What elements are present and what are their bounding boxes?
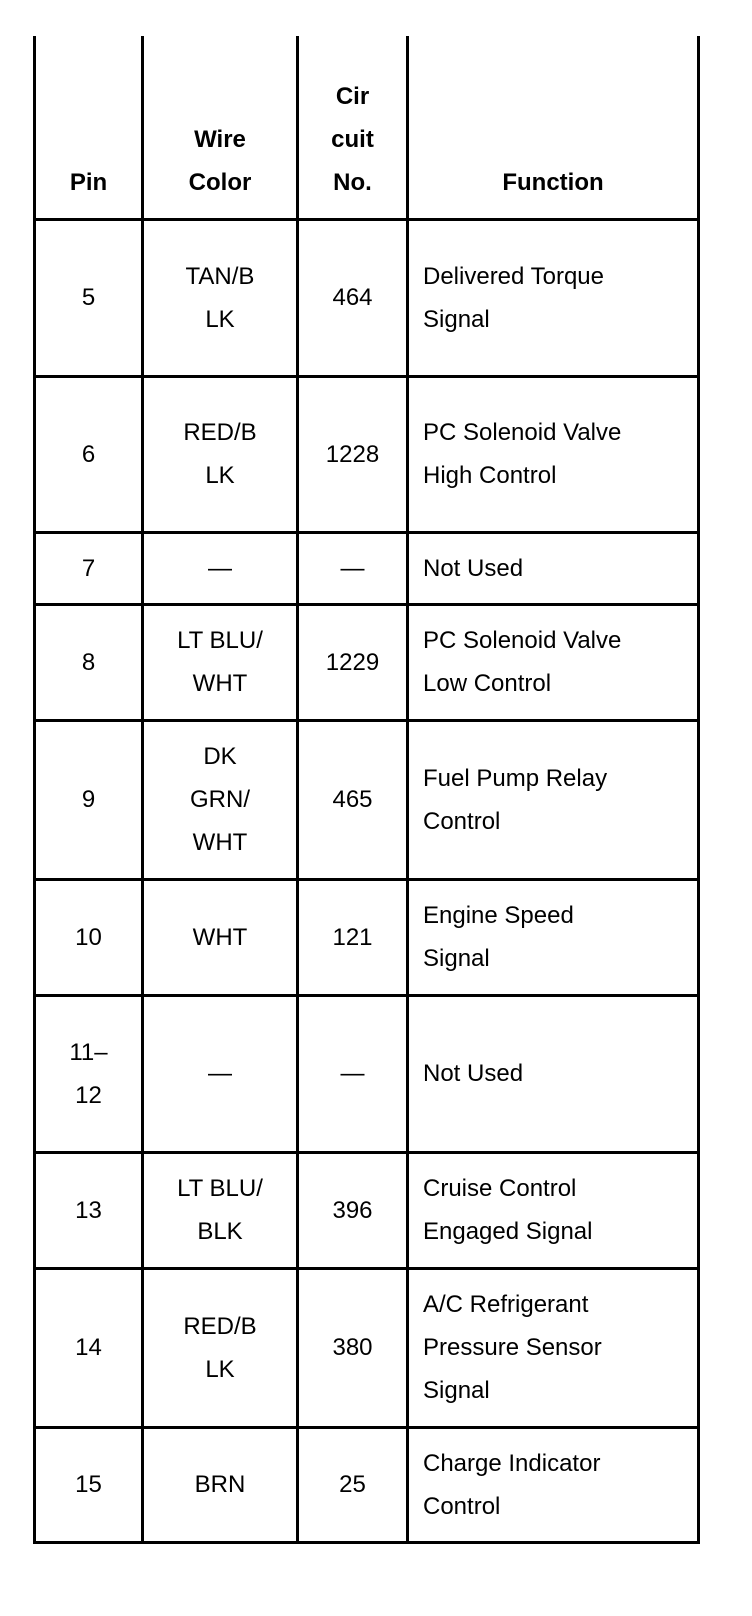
function-cell [408,604,699,720]
header-circuit-no-line: Cir [335,82,370,110]
function-cell-text: Fuel Pump Relay [423,764,608,792]
wire-color-cell-text: WHT [192,670,248,697]
header-circuit-no [298,36,408,219]
table-row [35,879,699,995]
wire-color-cell [143,604,298,720]
function-cell [408,1152,699,1268]
header-wire-color [143,36,298,219]
function-cell-text: High Control [423,462,557,489]
header-circuit-no-line: cuit [331,125,374,153]
circuit-no-cell-text: 396 [332,1196,373,1224]
table-row [35,995,699,1152]
circuit-no-cell-text: — [340,554,365,582]
table-body [35,219,699,1542]
wire-color-cell-text: LK [205,1355,235,1383]
pin-cell-text: 13 [75,1196,102,1224]
header-pin-label: Pin [69,168,108,196]
pin-cell-text: 10 [75,923,102,951]
circuit-no-cell [298,995,408,1152]
function-cell [408,720,699,879]
function-cell-text: Cruise Control [423,1175,577,1202]
function-cell [408,995,699,1152]
wire-color-cell-text: LT BLU/ [177,627,263,654]
pin-cell [35,376,143,532]
pin-cell [35,1152,143,1268]
pin-cell [35,604,143,720]
header-pin [35,36,143,219]
header-wire-color-line: Wire [194,125,246,153]
pin-cell [35,219,143,376]
pin-cell [35,1268,143,1427]
circuit-no-cell [298,720,408,879]
wire-color-cell-text: — [208,1060,232,1087]
table-row [35,1152,699,1268]
wire-color-cell [143,219,298,376]
circuit-no-cell-text: 1228 [325,440,380,468]
header-row [35,36,699,219]
function-cell [408,532,699,604]
circuit-no-cell-text: — [340,1060,365,1087]
function-cell-text: Charge Indicator [423,1449,601,1477]
table-row [35,219,699,376]
wire-color-cell [143,1268,298,1427]
pin-cell-text: 14 [75,1334,102,1361]
header-function [408,36,699,219]
function-cell-text: Signal [423,945,490,972]
wire-color-cell-text: WHT [192,923,248,951]
circuit-no-cell [298,532,408,604]
wire-color-cell-text: DK [203,743,237,770]
pin-cell [35,720,143,879]
wire-color-cell-text: LK [205,462,235,489]
circuit-no-cell-text: 1229 [325,648,380,676]
circuit-no-cell [298,879,408,995]
wire-color-cell [143,376,298,532]
table-row [35,604,699,720]
circuit-no-cell [298,1268,408,1427]
header-wire-color-line: Color [188,168,252,196]
function-cell-text: PC Solenoid Valve [423,419,622,446]
function-cell-text: Control [423,1492,501,1520]
wire-color-cell [143,879,298,995]
function-cell-text: Signal [423,1377,490,1404]
wire-color-cell-text: BLK [197,1218,243,1245]
table-row [35,1427,699,1542]
pin-cell-text: 12 [75,1081,102,1109]
table-row [35,376,699,532]
wire-color-cell-text: LT BLU/ [177,1175,263,1202]
pin-cell-text: 6 [81,440,96,468]
function-cell [408,879,699,995]
wire-color-cell-text: RED/B [183,1312,257,1340]
wire-color-cell-text: BRN [194,1471,246,1498]
function-cell-text: A/C Refrigerant [423,1291,589,1318]
pin-cell [35,995,143,1152]
circuit-no-cell-text: 465 [332,786,373,813]
pin-cell-text: 9 [81,786,96,813]
circuit-no-cell [298,604,408,720]
header-function-label: Function [502,168,604,196]
wire-color-cell-text: — [208,554,232,582]
function-cell-text: PC Solenoid Valve [423,627,622,654]
function-cell-text: Not Used [423,554,524,582]
circuit-no-cell-text: 121 [332,923,373,951]
wire-color-cell-text: LK [205,305,235,333]
table-row [35,720,699,879]
function-cell-text: Pressure Sensor [423,1334,602,1361]
function-cell-text: Engine Speed [423,902,574,929]
wire-color-cell [143,720,298,879]
wire-color-cell-text: TAN/B [185,262,255,290]
function-cell [408,376,699,532]
circuit-no-cell [298,1152,408,1268]
circuit-no-cell [298,1427,408,1542]
circuit-no-cell-text: 464 [332,284,373,311]
function-cell-text: Engaged Signal [423,1218,593,1245]
circuit-no-cell [298,376,408,532]
wire-color-cell-text: WHT [192,829,248,856]
circuit-no-cell [298,219,408,376]
pin-cell-text: 15 [75,1471,102,1498]
function-cell-text: Signal [423,305,490,333]
wire-color-cell [143,532,298,604]
pin-cell [35,879,143,995]
pin-cell-text: 11– [69,1038,108,1066]
wire-color-cell [143,1427,298,1542]
wire-color-cell [143,995,298,1152]
function-cell [408,1268,699,1427]
wire-color-cell-text: GRN/ [190,786,250,813]
pinout-table [33,36,700,1544]
function-cell-text: Low Control [423,670,552,697]
function-cell [408,1427,699,1542]
wire-color-cell-text: RED/B [183,419,257,446]
table-row [35,1268,699,1427]
pin-cell-text: 8 [81,648,96,676]
function-cell-text: Delivered Torque [423,262,604,290]
pin-cell-text: 7 [81,554,96,582]
function-cell-text: Control [423,807,501,835]
circuit-no-cell-text: 380 [332,1334,373,1361]
header-circuit-no-line: No. [333,168,372,196]
table-row [35,532,699,604]
function-cell-text: Not Used [423,1060,524,1087]
pin-cell [35,532,143,604]
wire-color-cell [143,1152,298,1268]
circuit-no-cell-text: 25 [339,1471,366,1498]
pin-cell [35,1427,143,1542]
pin-cell-text: 5 [81,284,96,311]
function-cell [408,219,699,376]
